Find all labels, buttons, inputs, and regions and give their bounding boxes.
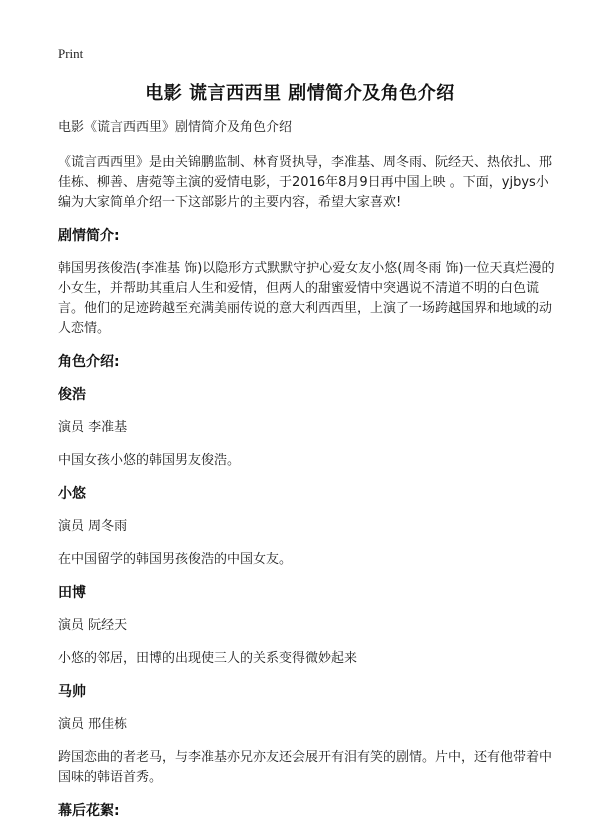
print-link[interactable]: Print bbox=[58, 46, 84, 61]
role-name: 马帅 bbox=[58, 684, 86, 700]
plot-paragraph: 韩国男孩俊浩(李准基 饰)以隐形方式默默守护心爱女友小悠(周冬雨 饰)一位天真烂漫的小女生，并帮助其重启人生和爱情，但两人的甜蜜爱情中突遇说不清道不明的白色谎言。他们的足迹跨越至充满美丽传说的意大利西西里，上演了一场跨越国界和地域的动人恋情。 bbox=[58, 261, 555, 336]
role-name: 俊浩 bbox=[58, 387, 86, 403]
article-body bbox=[58, 118, 558, 834]
behind-the-scenes-heading: 幕后花絮: bbox=[58, 803, 120, 819]
role-name: 田博 bbox=[58, 585, 86, 601]
roles-heading: 角色介绍: bbox=[58, 354, 120, 370]
role-actor: 演员 李准基 bbox=[58, 420, 128, 435]
role-actor: 演员 周冬雨 bbox=[58, 519, 128, 534]
role-actor: 演员 阮经天 bbox=[58, 618, 128, 633]
role-description: 跨国恋曲的者老马，与李准基亦兄亦友还会展开有泪有笑的剧情。片中，还有他带着中国味的韩语首秀。 bbox=[58, 750, 553, 785]
article-subtitle: 电影《谎言西西里》剧情简介及角色介绍 bbox=[58, 120, 293, 135]
page-title: 电影 谎言西西里 剧情简介及角色介绍 bbox=[145, 83, 455, 104]
role-description: 在中国留学的韩国男孩俊浩的中国女友。 bbox=[58, 552, 293, 567]
role-name: 小悠 bbox=[58, 486, 86, 502]
role-description: 中国女孩小悠的韩国男友俊浩。 bbox=[58, 453, 241, 468]
role-description: 小悠的邻居，田博的出现使三人的关系变得微妙起来 bbox=[58, 651, 358, 666]
plot-heading: 剧情简介: bbox=[58, 228, 120, 244]
role-actor: 演员 邢佳栋 bbox=[58, 717, 128, 732]
intro-paragraph: 《谎言西西里》是由关锦鹏监制、林育贤执导，李准基、周冬雨、阮经天、热依扎、邢佳栋、柳善、唐菀等主演的爱情电影，于2016年8月9日再中国上映 。下面，yjbys小编为大家简单介绍一下这部影片的主要内容，希望大家喜欢! bbox=[58, 155, 553, 210]
